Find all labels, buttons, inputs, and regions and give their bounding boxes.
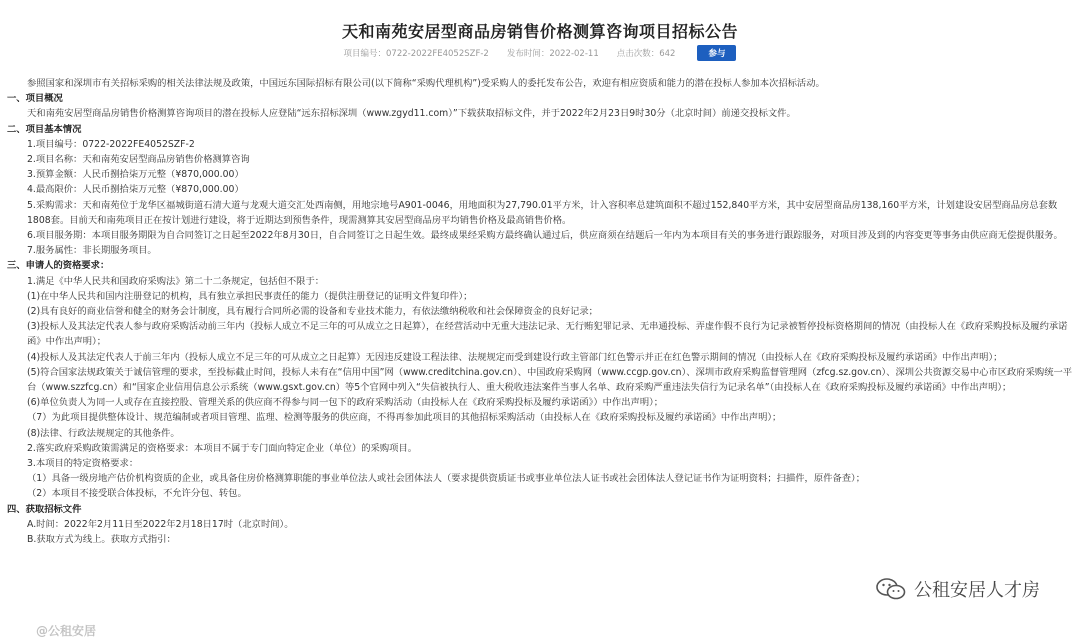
watermark <box>870 574 1046 604</box>
paragraph: 3.本项目的特定资格要求： <box>27 458 139 470</box>
join-button[interactable]: 参与 <box>697 45 736 61</box>
paragraph: 1.满足《中华人民共和国政府采购法》第二十二条规定，包括但不限于： <box>27 275 325 287</box>
section-heading: 一、项目概况 <box>7 93 63 105</box>
watermark-text: 公租安居人才房 <box>914 580 1040 601</box>
paragraph: 3.预算金额：人民币捌拾柒万元整（¥870,000.00） <box>27 169 244 181</box>
section-heading: 四、获取招标文件 <box>7 503 82 515</box>
page-title: 天和南苑安居型商品房销售价格测算咨询项目招标公告 <box>341 22 738 41</box>
paragraph: 1.项目编号：0722-2022FE4052SZF-2 <box>27 138 195 150</box>
announcement-body <box>7 76 1073 547</box>
bottom-watermark: @公租安居 <box>36 624 97 638</box>
section-heading: 三、申请人的资格要求： <box>7 260 110 272</box>
paragraph: B.获取方式为线上。获取方式指引： <box>27 534 176 546</box>
paragraph: (5)符合国家法规政策关于诚信管理的要求，至投标截止时间，投标人未有在“信用中国”网（www.creditchina.gov.cn）、中国政府采购网（www.ccgp.gov.cn）、深圳市政府采购监督管理网（zfcg.sz.gov.cn）、深圳公共资源交易中心市区政府采购统一平台（www.szzfcg.cn）和“国家企业信用信息公示系统（www.gsxt.gov.cn）等5个官网中列入“失信被执行人、重大税收违法案件当事人名单、政府采购严重违法失信行为记录名单”（由投标人在《政府采购投标及履约承诺函》中作出声明）； <box>27 366 1073 394</box>
paragraph: 5.采购需求：天和南苑位于龙华区福城街道石清大道与龙观大道交汇处西南侧，用地宗地号A901-0046，用地面积为27,790.01平方米，计入容积率总建筑面积不超过152,840平方米，其中安居型商品房138,160平方米，计划建设安居型商品房总套数1808套。目前天和南苑项目正在按计划进行建设，将于近期达到预售条件，现需测算其安居型商品房平均销售价格及最高销售价格。 <box>27 199 1058 226</box>
paragraph: (1)在中华人民共和国内注册登记的机构，具有独立承担民事责任的能力（提供注册登记的证明文件复印件）； <box>27 290 473 302</box>
paragraph: 7.服务属性：非长期服务项目。 <box>27 245 157 257</box>
wechat-icon <box>876 578 906 600</box>
paragraph: (3)投标人及其法定代表人参与政府采购活动前三年内（投标人成立不足三年的可从成立之日起算），在经营活动中无重大违法记录、无行贿犯罪记录、无串通投标、弄虚作假不良行为记录被暂停投标资格期间的情况（由投标人在《政府采购投标及履约承诺函》中作出声明）； <box>27 321 1068 348</box>
paragraph: 2.落实政府采购政策需满足的资格要求：本项目不属于专门面向特定企业（单位）的采购项目。 <box>27 442 418 454</box>
paragraph: 2.项目名称：天和南苑安居型商品房销售价格测算咨询 <box>27 154 250 166</box>
click-count: 点击次数：642 <box>616 49 676 59</box>
paragraph: （1）具备一级房地产估价机构资质的企业，或具备住房价格测算职能的事业单位法人或社会团体法人（要求提供资质证书或事业单位法人证书或社会团体法人登记证书作为证明资料；扫描件，原件备查）； <box>27 473 865 485</box>
section-heading: 二、项目基本情况 <box>7 123 82 135</box>
paragraph: （2）本项目不接受联合体投标，不允许分包、转包。 <box>27 488 247 500</box>
paragraph: （7）为此项目提供整体设计、规范编制或者项目管理、监理、检测等服务的供应商，不得再参加此项目的其他招标采购活动（由投标人在《政府采购投标及履约承诺函》中作出声明）； <box>27 412 782 424</box>
meta-bar <box>0 45 1080 61</box>
paragraph: (4)投标人及其法定代表人于前三年内（投标人成立不足三年的可从成立之日起算）无因违反建设工程法律、法规规定而受到建设行政主管部门红色警示并正在红色警示期间的情况（由投标人在《政府采购投标及履约承诺函》中作出声明）； <box>27 351 1003 363</box>
project-number: 项目编号：0722-2022FE4052SZF-2 <box>343 49 489 59</box>
paragraph: 4.最高限价：人民币捌拾柒万元整（¥870,000.00） <box>27 184 244 196</box>
intro-paragraph: 参照国家和深圳市有关招标采购的相关法律法规及政策，中国远东国际招标有限公司(以下简称“采购代理机构”)受采购人的委托发布公告，欢迎有相应资质和能力的潜在投标人参加本次招标活动。 <box>27 78 825 89</box>
paragraph: (8)法律、行政法规规定的其他条件。 <box>27 427 180 439</box>
paragraph: 天和南苑安居型商品房销售价格测算咨询项目的潜在投标人应登陆“远东招标深圳（www.zgyd11.com）”下载获取招标文件，并于2022年2月23日9时30分（北京时间）前递交投标文件。 <box>27 108 796 120</box>
paragraph: 6.项目服务期：本项目服务期限为自合同签订之日起至2022年8月30日，自合同签订之日起生效。最终成果经采购方最终确认通过后，供应商须在结题后一年内为本项目有关的事务进行跟踪服务，对项目涉及到的内容变更等事务由供应商无偿提供服务。 <box>27 230 1063 242</box>
publish-time: 发布时间：2022-02-11 <box>506 49 599 59</box>
paragraph: A.时间：2022年2月11日至2022年2月18日17时（北京时间）。 <box>27 518 294 530</box>
paragraph: (2)具有良好的商业信誉和健全的财务会计制度，具有履行合同所必需的设备和专业技术能力，有依法缴纳税收和社会保障资金的良好记录； <box>27 306 598 318</box>
paragraph: (6)单位负责人为同一人或存在直接控股、管理关系的供应商不得参与同一包下的政府采购活动（由投标人在《政府采购投标及履约承诺函》）中作出声明）； <box>27 397 664 409</box>
